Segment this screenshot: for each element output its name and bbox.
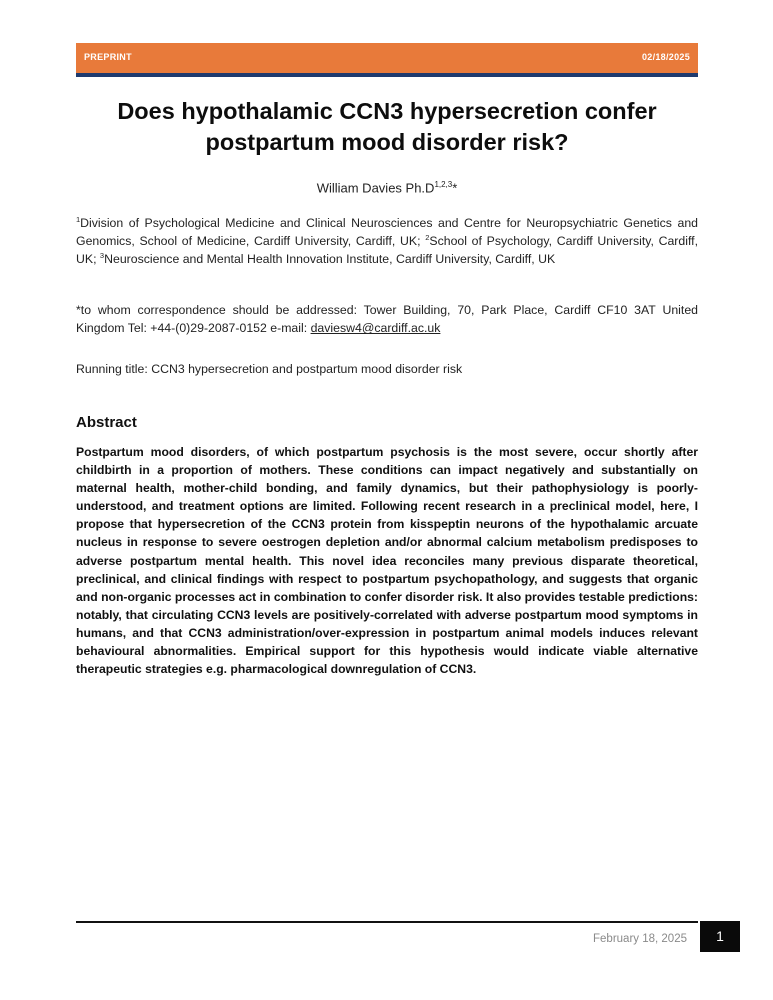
banner-date: 02/18/2025 [641, 52, 690, 62]
correspondence [76, 301, 698, 337]
affiliation-text: Division of Psychological Medicine and Clinical Neurosciences and Centre for Neuropsychiatric Genetics and Genomics, School of Medicine, Cardiff University, Cardiff, UK; [76, 216, 698, 249]
author-line [76, 180, 698, 195]
affiliation-text: School of Psychology, Cardiff University, Cardiff, UK; [76, 234, 698, 267]
author-corresponding-mark: * [452, 180, 458, 196]
running-title: Running title: CCN3 hypersecretion and postpartum mood disorder risk [76, 362, 463, 376]
abstract-body: Postpartum mood disorders, of which postpartum psychosis is the most severe, occur shortly after childbirth in a proportion of mothers. These conditions can impact negatively and substantially on maternal health, mother-child bonding, and family dynamics, but their pathophysiology is poorly-understood, and treatment options are limited. Following recent research in a preclinical model, here, I propose that hypersecretion of the CCN3 protein from kisspeptin neurons of the hypothalamic arcuate nucleus in response to severe oestrogen depletion and/or abnormal calcium metabolism predisposes to adverse postpartum mental health. This novel idea reconciles many previous disparate theoretical, preclinical, and clinical findings with respect to postpartum psychopathology, and suggests that organic and non-organic processes act in combination to confer disorder risk. It also provides testable predictions: notably, that circulating CCN3 levels are positively-correlated with adverse postpartum mood symptoms in humans, and that CCN3 administration/over-expression in postpartum animal models induces relevant behavioural abnormalities. Empirical support for this hypothesis would indicate viable alternative therapeutic strategies e.g. pharmacological downregulation of CCN3. [76, 445, 698, 677]
paper-title: Does hypothalamic CCN3 hypersecretion confer postpartum mood disorder risk? [117, 98, 657, 155]
banner-label: PREPRINT [84, 52, 132, 62]
page-number: 1 [700, 921, 740, 952]
affiliation-text: Neuroscience and Mental Health Innovation Institute, Cardiff University, Cardiff, UK [104, 252, 556, 267]
footer-date: February 18, 2025 [593, 933, 687, 945]
affiliations [76, 214, 698, 269]
preprint-banner [76, 43, 698, 77]
author-name: William Davies Ph.D [316, 180, 435, 196]
abstract-heading: Abstract [76, 414, 137, 431]
correspondence-email-link[interactable]: daviesw4@cardiff.ac.uk [310, 321, 441, 336]
footer-divider [76, 921, 698, 923]
affiliation-number: 3 [99, 251, 105, 261]
affiliation-number: 1 [76, 214, 81, 224]
correspondence-text: *to whom correspondence should be addressed: Tower Building, 70, Park Place, Cardiff CF10 3AT United Kingdom Tel: +44-(0)29-2087-0152 e-mail: [76, 303, 698, 336]
author-superscripts: 1,2,3 [434, 180, 453, 189]
affiliation-number: 2 [425, 233, 430, 243]
